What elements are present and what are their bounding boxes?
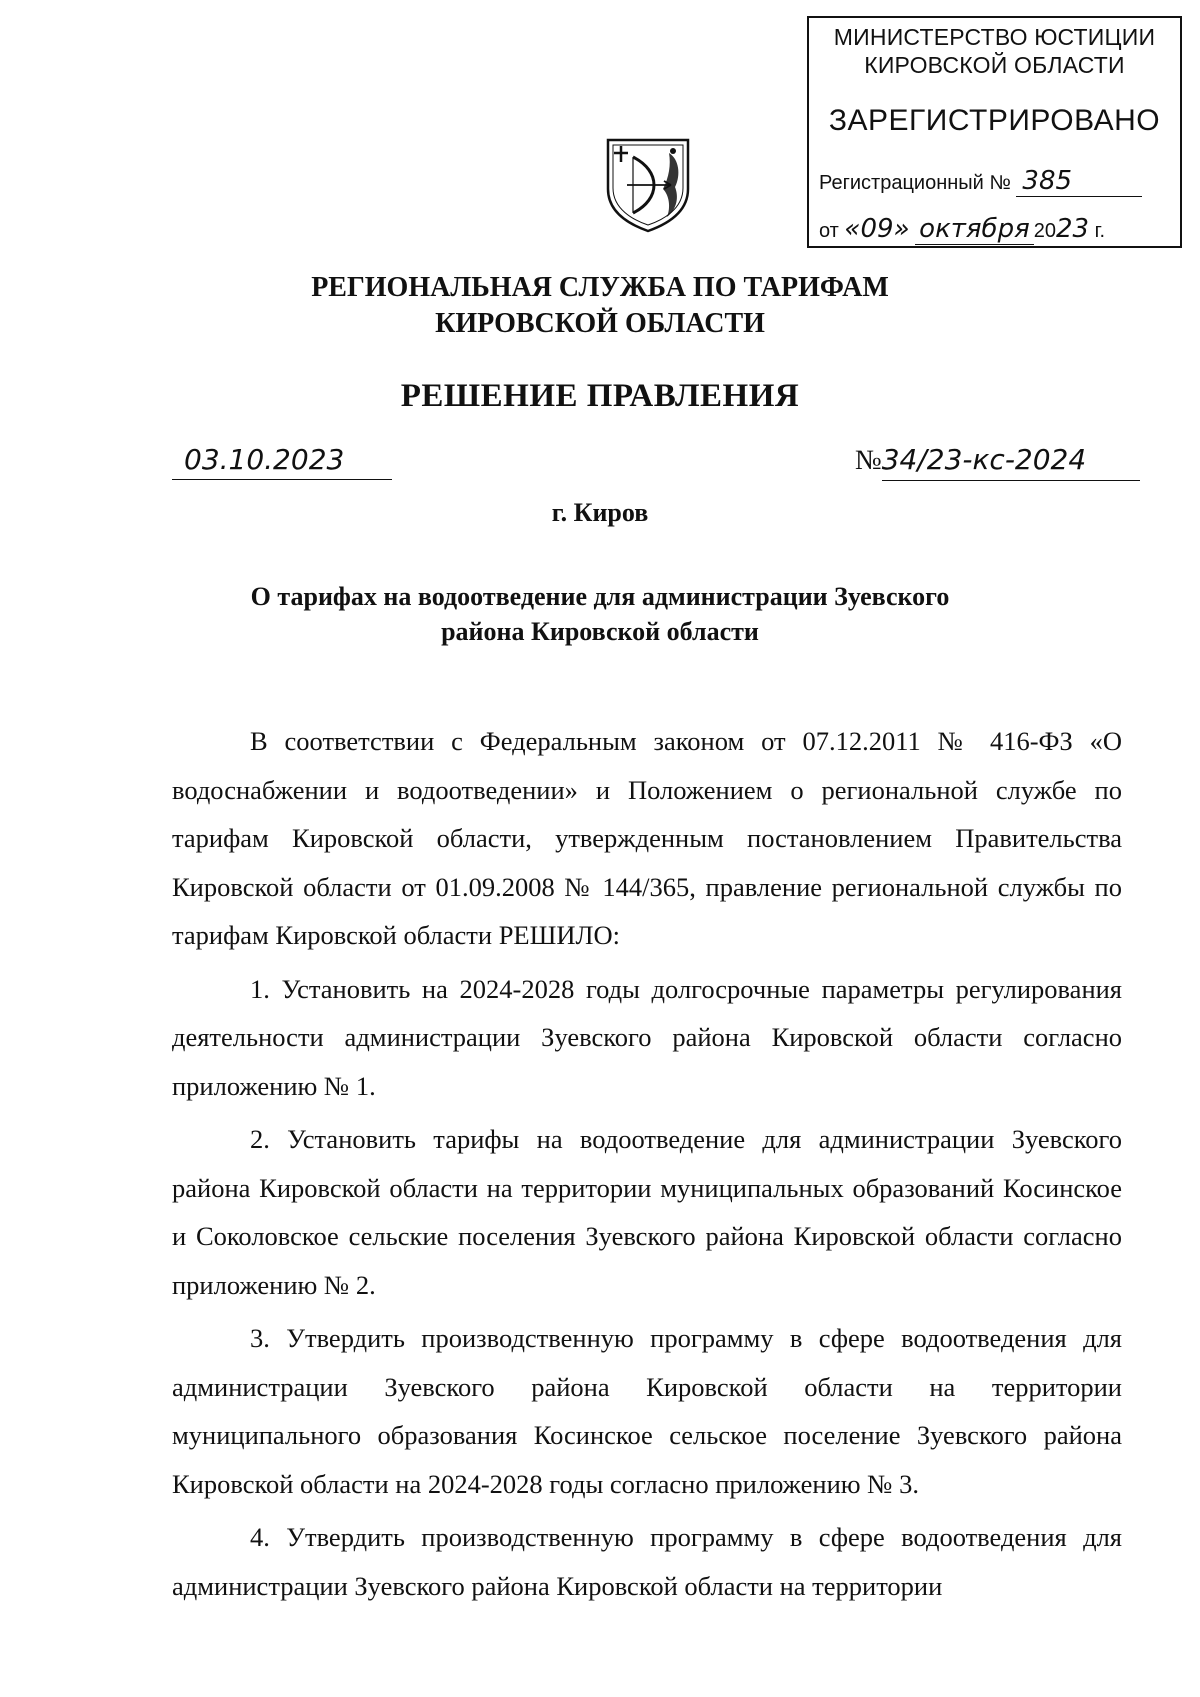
stamp-reg-label: Регистрационный № — [819, 172, 1011, 194]
stamp-date-day: «09» — [844, 214, 910, 244]
organization-line-1: РЕГИОНАЛЬНАЯ СЛУЖБА ПО ТАРИФАМ — [311, 272, 889, 303]
stamp-date-suffix: г. — [1094, 220, 1106, 242]
document-title-line-1: О тарифах на водоотведение для администрации Зуевского — [250, 582, 950, 611]
stamp-reg-number-value: 385 — [1022, 166, 1073, 196]
stamp-registered-label: ЗАРЕГИСТРИРОВАНО — [828, 104, 1161, 137]
organization-line-2: КИРОВСКОЙ ОБЛАСТИ — [435, 308, 765, 339]
preamble-paragraph: В соответствии с Федеральным законом от 07.12.2011 № 416-ФЗ «О водоснабжении и водоотведении» и Положением о региональной службе по тарифам Кировской области, утвержденным постановлением Правительства Кировской области от 01.09.2008 № 144/365, правление региональной службы по тарифам Кировской области РЕШИЛО: — [172, 726, 1122, 950]
clause-1: 1. Установить на 2024-2028 годы долгосрочные параметры регулирования деятельности администрации Зуевского района Кировской области согласно приложению № 1. — [172, 973, 1122, 1101]
decision-number-label: № — [855, 445, 882, 476]
stamp-ministry-line: МИНИСТЕРСТВО ЮСТИЦИИ — [833, 24, 1156, 50]
document-title-line-2: района Кировской области — [441, 617, 759, 646]
stamp-registration-date — [819, 214, 1105, 245]
stamp-region-line: КИРОВСКОЙ ОБЛАСТИ — [864, 52, 1125, 78]
stamp-date-year: 23 — [1055, 214, 1090, 244]
decision-number — [855, 440, 1160, 480]
kirov-coat-of-arms-icon — [605, 137, 691, 233]
stamp-date-year-prefix: 20 — [1033, 220, 1056, 242]
document-type-title: РЕШЕНИЕ ПРАВЛЕНИЯ — [400, 378, 800, 414]
clause-4: 4. Утвердить производственную программу в сфере водоотведения для администрации Зуевского района Кировской области на территории — [172, 1522, 1122, 1601]
decision-number-value: 34/23-кс-2024 — [882, 440, 1140, 481]
decision-date: 03.10.2023 — [172, 440, 392, 480]
clause-3: 3. Утвердить производственную программу в сфере водоотведения для администрации Зуевского района Кировской области на территории муниципального образования Косинское сельское поселение Зуевского района Кировской области на 2024-2028 годы согласно приложению № 3. — [172, 1323, 1122, 1499]
document-body — [172, 717, 1122, 1610]
stamp-date-month: октября — [919, 214, 1030, 244]
stamp-date-prefix: от — [819, 220, 839, 242]
stamp-registration-number — [819, 166, 1142, 197]
city: г. Киров — [551, 498, 649, 527]
clause-2: 2. Установить тарифы на водоотведение для администрации Зуевского района Кировской области на территории муниципальных образований Косинское и Соколовское сельские поселения Зуевского района Кировской области согласно приложению № 2. — [172, 1124, 1122, 1300]
registration-stamp — [807, 16, 1182, 248]
